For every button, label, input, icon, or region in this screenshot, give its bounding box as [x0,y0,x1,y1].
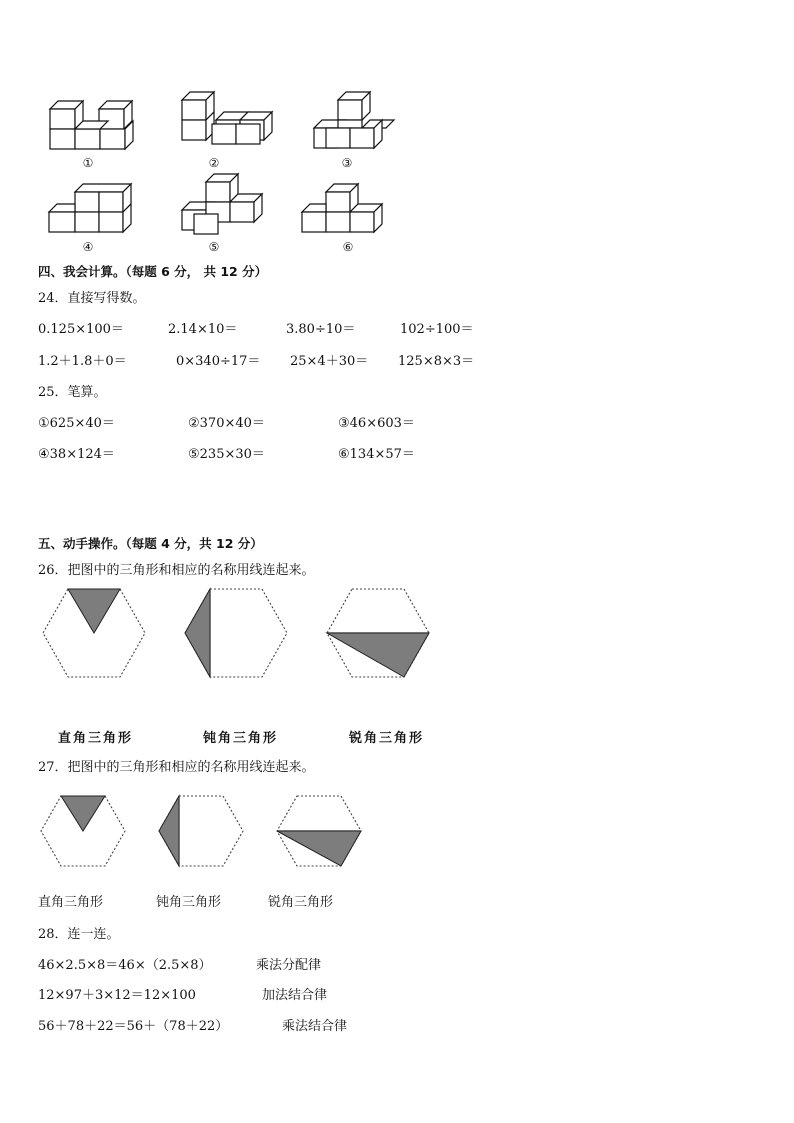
q25-item: ①625×40＝ [38,416,115,431]
q25-item: ⑥134×57＝ [338,447,415,462]
q27-label-right: 直角三角形 [38,895,104,910]
q25-item: ②370×40＝ [188,416,265,431]
q27-title: 27．把图中的三角形和相应的名称用线连起来。 [38,760,315,775]
section5-title: 五、动手操作。（每题 4 分，共 12 分） [38,536,263,551]
cube-figure-1 [45,97,140,155]
q28-right-3: 乘法结合律 [282,1019,348,1034]
figure-caption-3: ③ [341,156,353,170]
cube-figure-4 [45,180,140,238]
figure-caption-6: ⑥ [342,240,354,254]
q26-hexagon-1 [42,588,146,678]
q26-hexagon-2 [184,588,288,678]
q26-label-obtuse: 钝角三角形 [203,731,279,746]
q24-item: 125×8×3＝ [398,354,475,369]
q25-item: ④38×124＝ [38,447,115,462]
section4-title: 四、我会计算。（每题 6 分， 共 12 分） [38,264,268,279]
q26-label-right: 直角三角形 [58,731,134,746]
q27-label-acute: 锐角三角形 [268,895,334,910]
q28-right-1: 乘法分配律 [256,958,322,973]
cube-figure-3 [310,88,390,154]
q27-hexagon-1 [40,795,126,867]
q27-label-obtuse: 钝角三角形 [156,895,222,910]
figure-caption-2: ② [208,156,220,170]
q25-item: ③46×603＝ [338,416,415,431]
cube-figure-6 [298,180,393,238]
q28-title: 28．连一连。 [38,927,120,942]
figure-caption-1: ① [82,156,94,170]
q24-item: 25×4＋30＝ [290,354,369,369]
q24-item: 3.80÷10＝ [286,322,356,337]
q24-item: 0×340÷17＝ [176,354,261,369]
cube-figure-2 [178,88,273,154]
q24-item: 102÷100＝ [400,322,474,337]
q24-item: 1.2＋1.8＋0＝ [38,354,127,369]
q26-hexagon-3 [326,588,430,678]
q24-item: 0.125×100＝ [38,322,124,337]
q26-title: 26．把图中的三角形和相应的名称用线连起来。 [38,563,315,578]
q27-hexagon-3 [276,795,362,867]
q28-left-3: 56＋78＋22＝56＋（78＋22） [38,1019,229,1034]
q26-label-acute: 锐角三角形 [349,731,425,746]
q28-left-1: 46×2.5×8＝46×（2.5×8） [38,958,212,973]
q25-title: 25．笔算。 [38,385,107,400]
q25-item: ⑤235×30＝ [188,447,265,462]
q24-title: 24．直接写得数。 [38,291,146,306]
q24-item: 2.14×10＝ [168,322,238,337]
q27-hexagon-2 [158,795,244,867]
q28-left-2: 12×97＋3×12＝12×100 [38,988,196,1003]
q28-right-2: 加法结合律 [262,988,328,1003]
figure-caption-4: ④ [82,240,94,254]
cube-figure-5 [178,170,273,236]
figure-caption-5: ⑤ [208,240,220,254]
